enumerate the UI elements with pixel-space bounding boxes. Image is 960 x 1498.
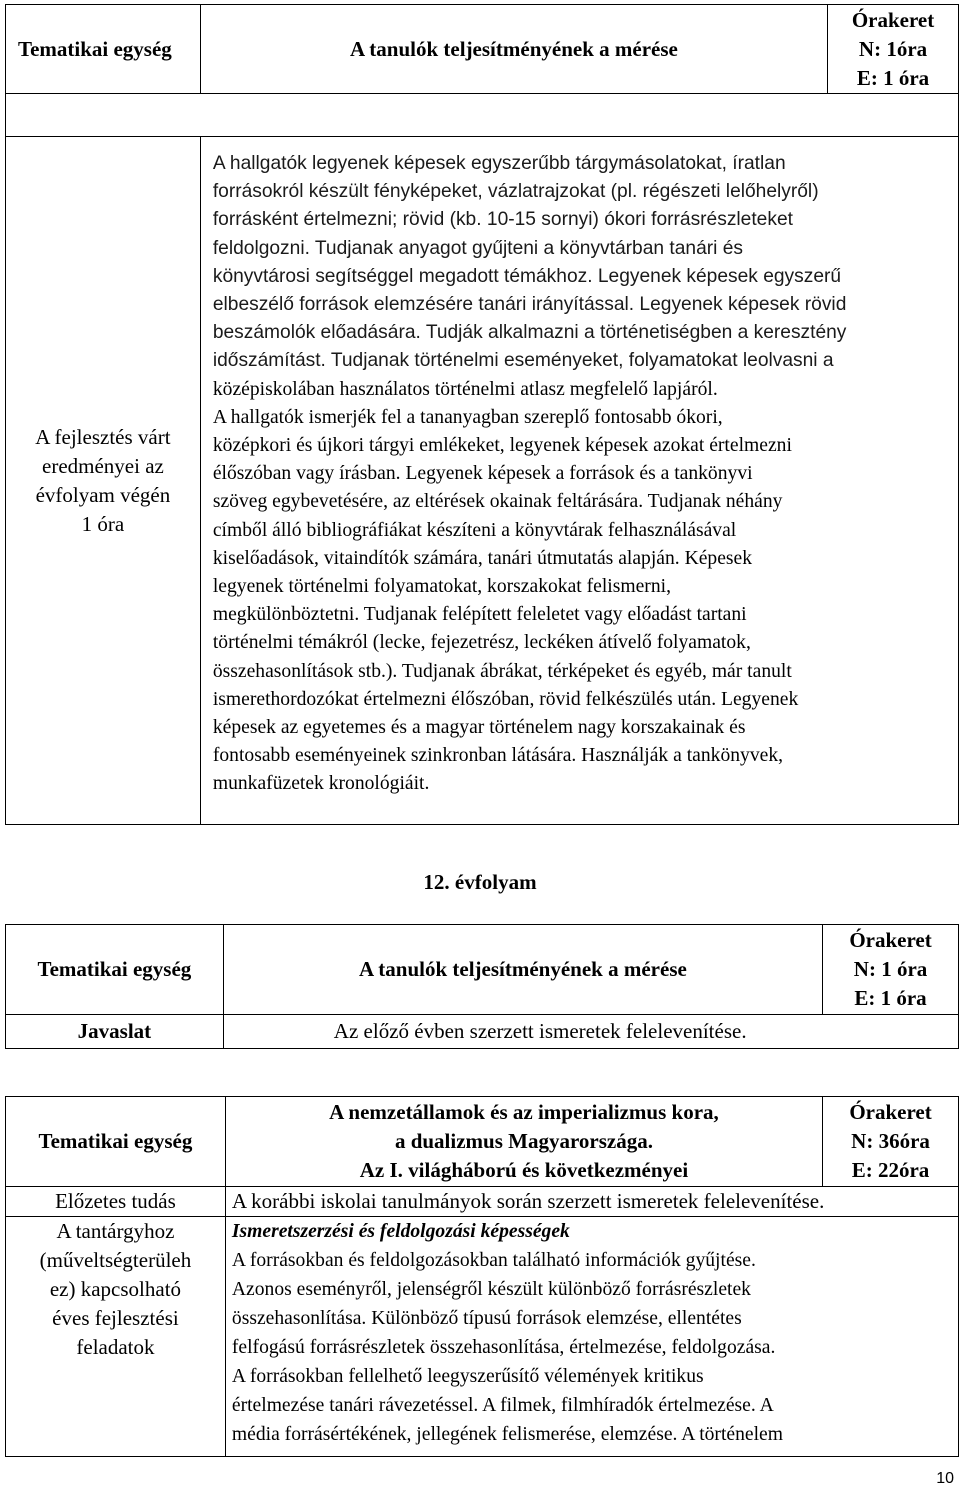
- outcomes-line: A hallgatók legyenek képesek egyszerűbb tárgymásolatokat, íratlan: [212, 153, 786, 174]
- outcomes-line: címből álló bibliográfiákat készíteni a könyvtárak felhasználásával: [212, 519, 737, 541]
- unit-label: Tematikai egység: [6, 5, 201, 94]
- outcomes-line: kiselőadások, vitaindítók számára, tanári útmutatás alapján. Képesek: [212, 547, 753, 569]
- unit-label: Tematikai egység: [6, 925, 224, 1015]
- hours-extended: E: 1 óra: [856, 65, 930, 90]
- prior-knowledge-text: A korábbi iskolai tanulmányok során szerzett ismeretek felelevenítése.: [225, 1187, 958, 1217]
- outcomes-line: középiskolában használatos történelmi atlasz megfelelő lapjáról.: [212, 378, 718, 400]
- page-number: 10: [936, 1470, 954, 1487]
- outcomes-line: szöveg egybevetésére, az eltérések okainak feltárására. Tudjanak néhány: [212, 491, 783, 513]
- tasks-label-line: éves fejlesztési: [52, 1306, 179, 1330]
- grade-heading: 12. évfolyam: [423, 870, 537, 894]
- outcomes-line: elbeszélő források elemzésére tanári irányítással. Legyenek képesek rövid: [212, 294, 847, 316]
- unit-label: Tematikai egység: [6, 1097, 226, 1187]
- tasks-text: [225, 1217, 958, 1457]
- unit-title: A tanulók teljesítményének a mérése: [200, 5, 827, 94]
- suggestion-text: Az előző évben szerzett ismeretek felelevenítése.: [223, 1015, 958, 1049]
- hours-extended: E: 1 óra: [854, 986, 927, 1010]
- hours-extended: E: 22óra: [851, 1158, 930, 1182]
- outcomes-line: könyvtárosi segítséggel megadott témákhoz. Legyenek képesek egyszerű: [212, 265, 842, 287]
- tasks-label-line: (műveltségterüleh: [39, 1248, 192, 1272]
- outcomes-line: történelmi témákról (lecke, fejezetrész, leckéken átívelő folyamatok,: [212, 632, 751, 654]
- outcomes-line: forrásként értelmezni; rövid (kb. 10-15 sornyi) ókori forrásrészleteket: [212, 209, 793, 231]
- tasks-line: A forrásokban fellelhető leegyszerűsítő vélemények kritikus: [231, 1366, 704, 1387]
- unit-title: A tanulók teljesítményének a mérése: [223, 925, 822, 1015]
- outcomes-label-line: évfolyam végén: [35, 482, 171, 507]
- tasks-label-line: A tantárgyhoz: [56, 1219, 175, 1243]
- hours-box: [828, 5, 959, 94]
- tasks-label: [6, 1217, 226, 1457]
- hours-label: Órakeret: [849, 1100, 932, 1124]
- outcomes-line: összehasonlítások stb.). Tudjanak ábrákat, térképeket és egyéb, már tanult: [212, 660, 792, 682]
- unit-title-line: A nemzetállamok és az imperializmus kora,: [329, 1100, 719, 1124]
- outcomes-line: képesek az egyetemes és a magyar történelem nagy korszakainak és: [212, 717, 746, 739]
- outcomes-line: forrásokról készült fényképeket, vázlatrajzokat (pl. régészeti lelőhelyről): [212, 181, 819, 203]
- tasks-label-line: ez) kapcsolható: [49, 1277, 182, 1301]
- hours-normal: N: 1 óra: [853, 957, 928, 981]
- hours-box: [823, 925, 959, 1015]
- suggestion-label: Javaslat: [6, 1015, 224, 1049]
- unit-title-line: a dualizmus Magyarországa.: [394, 1129, 653, 1153]
- unit-title: [225, 1097, 822, 1187]
- outcomes-label-line: A fejlesztés várt: [35, 424, 171, 449]
- outcomes-line: ismerethordozókat értelmezni élőszóban, rövid felkészülés után. Legyenek: [212, 688, 799, 710]
- outcomes-line: feldolgozni. Tudjanak anyagot gyűjteni a könyvtárban tanári és: [212, 237, 743, 259]
- outcomes-line: fontosabb eseményeinek szinkronban látására. Használják a tankönyvek,: [212, 745, 784, 767]
- hours-label: Órakeret: [851, 7, 935, 32]
- hours-box: [823, 1097, 959, 1187]
- outcomes-label-line: 1 óra: [81, 511, 125, 536]
- table-learning-outcomes: [5, 4, 959, 825]
- tasks-label-line: feladatok: [76, 1335, 155, 1359]
- tasks-line: összehasonlítása. Különböző típusú források elemzése, ellentétes: [231, 1308, 742, 1329]
- outcomes-line: megkülönböztetni. Tudjanak felépített feleletet vagy előadást tartani: [212, 604, 747, 626]
- tasks-line: A forrásokban és feldolgozásokban található információk gyűjtése.: [231, 1250, 756, 1271]
- unit-title-line: Az I. világháború és következményei: [359, 1158, 689, 1182]
- tasks-line: média forrásértékének, jellegének felismerése, elemzése. A történelem: [231, 1424, 783, 1445]
- outcomes-line: élőszóban vagy írásban. Legyenek képesek a források és a tankönyvi: [212, 463, 753, 485]
- hours-normal: N: 1óra: [858, 36, 928, 61]
- table-nation-states-unit: [5, 1096, 959, 1457]
- outcomes-text: [200, 137, 958, 825]
- outcomes-label: [6, 137, 201, 825]
- outcomes-line: A hallgatók ismerjék fel a tananyagban szereplő fontosabb ókori,: [212, 406, 723, 428]
- outcomes-label-line: eredményei az: [42, 453, 164, 478]
- tasks-line: Azonos eseményről, jelenségről készült különböző forrásrészletek: [231, 1279, 751, 1300]
- hours-normal: N: 36óra: [851, 1129, 930, 1153]
- tasks-line: értelmezése tanári rávezetéssel. A filmek, filmhíradók értelmezése. A: [231, 1395, 774, 1416]
- table-assessment-unit: [5, 924, 959, 1049]
- outcomes-line: beszámolók előadására. Tudják alkalmazni a történetiségben a keresztény: [212, 322, 847, 344]
- outcomes-line: munkafüzetek kronológiáit.: [212, 773, 430, 795]
- hours-label: Órakeret: [849, 928, 932, 952]
- outcomes-line: középkori és újkori tárgyi emlékeket, legyenek képesek azokat értelmezni: [212, 435, 792, 457]
- outcomes-line: időszámítást. Tudjanak történelmi eseményeket, folyamatokat leolvasni a: [212, 350, 834, 372]
- outcomes-line: legyenek történelmi folyamatokat, korszakokat felismerni,: [212, 576, 671, 598]
- tasks-line: felfogású forrásrészletek összehasonlítása, értelmezése, feldolgozása.: [231, 1337, 776, 1358]
- prior-knowledge-label: Előzetes tudás: [6, 1187, 226, 1217]
- tasks-heading: Ismeretszerzési és feldolgozási képességek: [231, 1221, 570, 1242]
